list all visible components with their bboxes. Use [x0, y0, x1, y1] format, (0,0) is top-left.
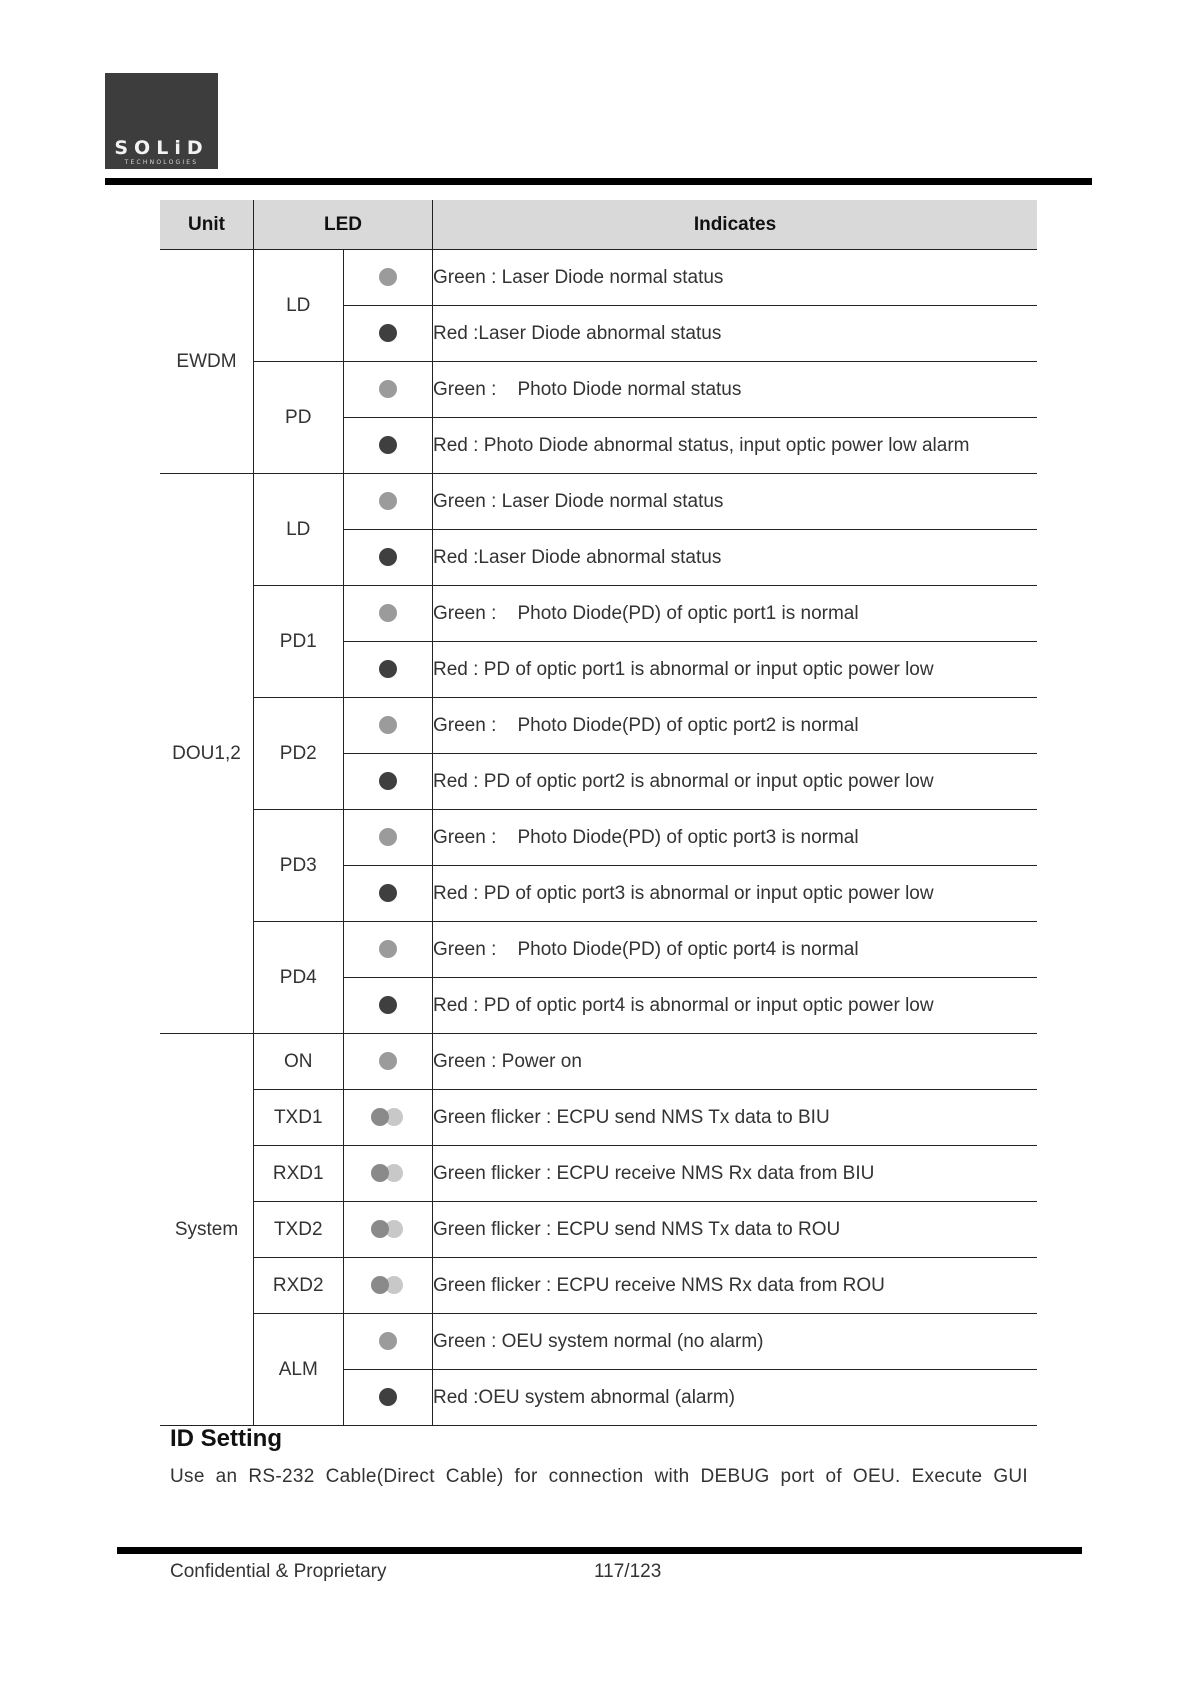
led-indicator-cell	[343, 698, 433, 754]
led-indicator-cell	[343, 1258, 433, 1314]
led-indicator-cell	[343, 586, 433, 642]
led-name-cell: PD3	[254, 810, 344, 922]
led-indicator-cell	[343, 418, 433, 474]
led-red-icon	[379, 1388, 397, 1406]
led-indicator-cell	[343, 1202, 433, 1258]
indicates-cell: Green : Photo Diode normal status	[433, 362, 1038, 418]
logo-subtitle: TECHNOLOGIES	[124, 159, 199, 166]
led-indicator-cell	[343, 1090, 433, 1146]
table-row	[160, 1146, 1037, 1202]
led-green-icon	[379, 828, 397, 846]
indicates-cell: Green : Photo Diode(PD) of optic port1 is normal	[433, 586, 1038, 642]
led-name-cell: RXD2	[254, 1258, 344, 1314]
led-name-cell: PD2	[254, 698, 344, 810]
section-body: Use an RS-232 Cable(Direct Cable) for connection with DEBUG port of OEU. Execute GUI	[170, 1466, 1028, 1487]
indicates-cell: Red : PD of optic port2 is abnormal or input optic power low	[433, 754, 1038, 810]
led-indicator-cell	[343, 978, 433, 1034]
led-flicker-icon	[371, 1164, 405, 1182]
led-red-icon	[379, 548, 397, 566]
table-header-row	[160, 200, 1037, 250]
company-logo	[105, 73, 218, 169]
indicates-cell: Red : PD of optic port4 is abnormal or input optic power low	[433, 978, 1038, 1034]
led-flicker-icon	[371, 1220, 405, 1238]
table-row	[160, 362, 1037, 418]
led-indicator-cell	[343, 810, 433, 866]
table-row	[160, 586, 1037, 642]
led-red-icon	[379, 884, 397, 902]
table-row	[160, 922, 1037, 978]
table-row	[160, 1090, 1037, 1146]
led-flicker-icon	[371, 1276, 405, 1294]
table-row	[160, 1034, 1037, 1090]
led-name-cell: PD4	[254, 922, 344, 1034]
table-row	[160, 1258, 1037, 1314]
led-name-cell: ON	[254, 1034, 344, 1090]
indicates-cell: Green : Laser Diode normal status	[433, 250, 1038, 306]
led-indicator-cell	[343, 866, 433, 922]
led-green-icon	[379, 268, 397, 286]
indicates-cell: Green : Photo Diode(PD) of optic port2 is normal	[433, 698, 1038, 754]
led-name-cell: PD1	[254, 586, 344, 698]
led-indicator-cell	[343, 1146, 433, 1202]
header-led: LED	[254, 200, 433, 250]
indicates-cell: Red :Laser Diode abnormal status	[433, 530, 1038, 586]
indicates-cell: Red : PD of optic port3 is abnormal or input optic power low	[433, 866, 1038, 922]
footer-rule	[117, 1547, 1082, 1554]
footer-confidential: Confidential & Proprietary	[170, 1561, 387, 1582]
indicates-cell: Green flicker : ECPU send NMS Tx data to ROU	[433, 1202, 1038, 1258]
led-green-icon	[379, 716, 397, 734]
unit-cell: DOU1,2	[160, 474, 254, 1034]
table-row	[160, 1202, 1037, 1258]
led-indicator-cell	[343, 922, 433, 978]
indicates-cell: Red :OEU system abnormal (alarm)	[433, 1370, 1038, 1426]
led-green-icon	[379, 380, 397, 398]
table-row	[160, 810, 1037, 866]
led-name-cell: ALM	[254, 1314, 344, 1426]
led-indicator-cell	[343, 362, 433, 418]
table-row	[160, 698, 1037, 754]
page-number: 117/123	[594, 1561, 662, 1582]
led-indicator-cell	[343, 1034, 433, 1090]
indicates-cell: Red :Laser Diode abnormal status	[433, 306, 1038, 362]
led-indicator-cell	[343, 474, 433, 530]
header-indicates: Indicates	[433, 200, 1038, 250]
led-green-icon	[379, 940, 397, 958]
indicates-cell: Red : Photo Diode abnormal status, input optic power low alarm	[433, 418, 1038, 474]
header-unit: Unit	[160, 200, 254, 250]
led-green-icon	[379, 1332, 397, 1350]
indicates-cell: Green : Photo Diode(PD) of optic port4 is normal	[433, 922, 1038, 978]
led-red-icon	[379, 996, 397, 1014]
indicates-cell: Green : Power on	[433, 1034, 1038, 1090]
unit-cell: System	[160, 1034, 254, 1426]
section-title: ID Setting	[170, 1425, 282, 1452]
led-indicator-cell	[343, 250, 433, 306]
indicates-cell: Green flicker : ECPU receive NMS Rx data from ROU	[433, 1258, 1038, 1314]
indicates-cell: Green : OEU system normal (no alarm)	[433, 1314, 1038, 1370]
led-name-cell: RXD1	[254, 1146, 344, 1202]
led-name-cell: PD	[254, 362, 344, 474]
led-red-icon	[379, 772, 397, 790]
header-rule	[105, 178, 1092, 185]
led-indicator-cell	[343, 530, 433, 586]
led-indicator-cell	[343, 754, 433, 810]
led-name-cell: LD	[254, 250, 344, 362]
led-indicator-cell	[343, 306, 433, 362]
led-green-icon	[379, 492, 397, 510]
unit-cell: EWDM	[160, 250, 254, 474]
indicates-cell: Green flicker : ECPU receive NMS Rx data from BIU	[433, 1146, 1038, 1202]
led-name-cell: LD	[254, 474, 344, 586]
led-indicator-cell	[343, 642, 433, 698]
indicates-cell: Green flicker : ECPU send NMS Tx data to BIU	[433, 1090, 1038, 1146]
table-row	[160, 1314, 1037, 1370]
led-indicator-table	[160, 200, 1037, 1426]
led-indicator-cell	[343, 1314, 433, 1370]
table-row	[160, 474, 1037, 530]
led-indicator-cell	[343, 1370, 433, 1426]
led-green-icon	[379, 604, 397, 622]
led-flicker-icon	[371, 1108, 405, 1126]
logo-wordmark: SOLiD	[114, 137, 209, 159]
led-red-icon	[379, 436, 397, 454]
led-red-icon	[379, 324, 397, 342]
table-row	[160, 250, 1037, 306]
led-green-icon	[379, 1052, 397, 1070]
indicates-cell: Green : Laser Diode normal status	[433, 474, 1038, 530]
indicates-cell: Red : PD of optic port1 is abnormal or input optic power low	[433, 642, 1038, 698]
led-name-cell: TXD2	[254, 1202, 344, 1258]
indicates-cell: Green : Photo Diode(PD) of optic port3 is normal	[433, 810, 1038, 866]
led-red-icon	[379, 660, 397, 678]
led-name-cell: TXD1	[254, 1090, 344, 1146]
